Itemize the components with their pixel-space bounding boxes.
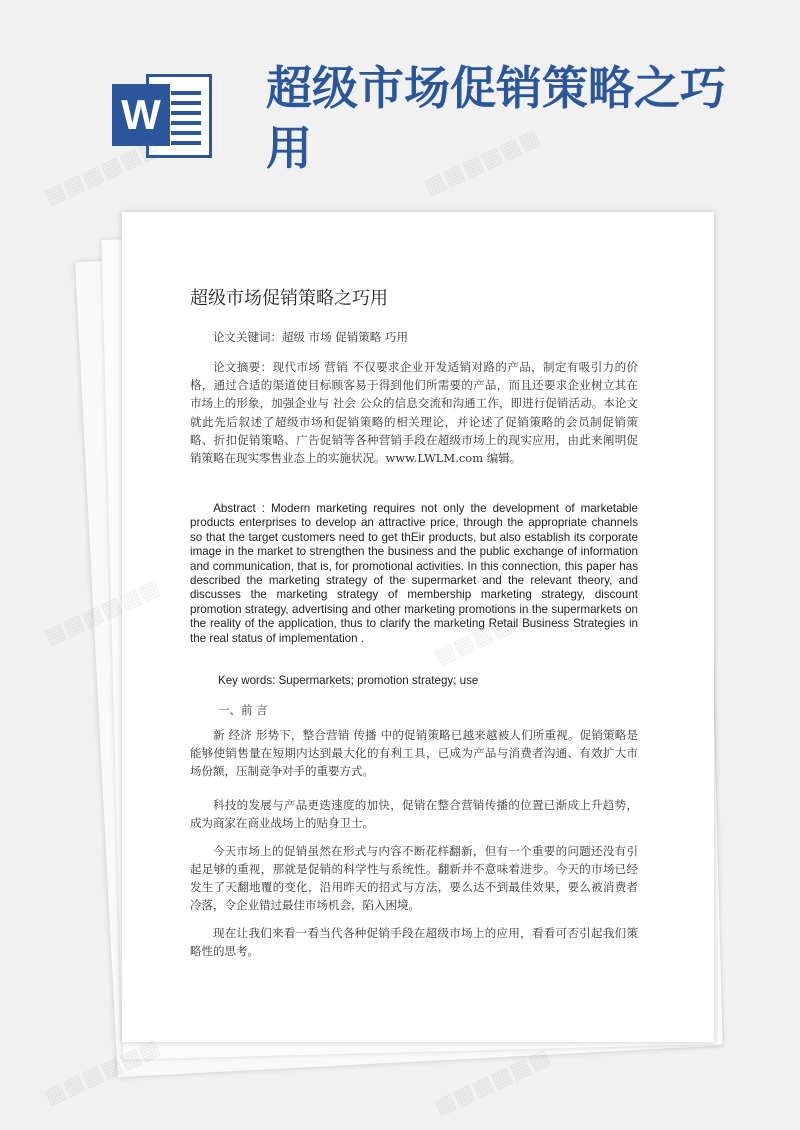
watermark: ▦▦▦▦▦▦ — [430, 1044, 555, 1121]
section-heading: 一、前 言 — [218, 703, 268, 717]
paragraph-3: 今天市场上的促销虽然在形式与内容不断花样翻新，但有一个重要的问题还没有引起足够的重视，那就是促销的科学性与系统性。翻新并不意味着进步。今天的市场已经发生了天翻地覆的变化，沿用昨天的招式与方法，要么达不到最佳效果，要么被消费者冷落，令企业错过最佳市场机会，陷入困境。 — [190, 844, 638, 912]
banner-title: 超级市场促销策略之巧用 — [266, 61, 726, 175]
abstract-en: Abstract : Modern marketing requires not only the development of marketable products enterprises to develop an attractive price, through the appropriate channels so that the target customers need to get thEir products, but also establish its corporate image in the market to strengthen the business and the public exchange of information and communication, that is, for promotional activities. In this connection, this paper has described the marketing strategy of the supermarket and the relevant theory, and discusses the marketing strategy of membership marketing strategy, discount promotion strategy, advertising and other marketing promotions in the supermarkets on the reality of the application, thus to clarify the marketing Retail Business Strategies in the real status of implementation . — [190, 502, 638, 645]
watermark: ▦▦▦▦▦▦ — [40, 1034, 165, 1111]
word-badge: W — [112, 84, 170, 146]
paragraph-2: 科技的发展与产品更迭速度的加快，促销在整合营销传播的位置已渐成上升趋势，成为商家在商业战场上的贴身卫士。 — [190, 798, 638, 830]
paragraph-1: 新 经济 形势下，整合营销 传播 中的促销策略已越来越被人们所重视。促销策略是能够使销售量在短期内达到最大化的有利工具，已成为产品与消费者沟通、有效扩大市场份额，压制竞争对手的重要方式。 — [190, 728, 638, 778]
abstract-cn: 论文摘要：现代市场 营销 不仅要求企业开发适销对路的产品，制定有吸引力的价格，通过合适的渠道使目标顾客易于得到他们所需要的产品，而且还要求企业树立其在市场上的形象，加强企业与 社会 公众的信息交流和沟通工作，即进行促销活动。本论文就此先后叙述了超级市场和促销策略的相关理论，并论述了促销策略的会员制促销策略、折扣促销策略、广告促销等各种营销手段在超级市场上的现实应用，由此来阐明促销策略在现实零售业态上的实施状况。www.LWLM.com 编辑。 — [190, 360, 638, 466]
word-icon — [112, 68, 214, 160]
document-page — [122, 212, 714, 1042]
paragraph-4: 现在让我们来看一看当代各种促销手段在超级市场上的应用，看看可否引起我们策略性的思考。 — [190, 926, 638, 958]
watermark: ▦▦▦▦▦▦ — [420, 124, 545, 201]
document-title: 超级市场促销策略之巧用 — [190, 288, 388, 309]
keywords-en: Key words: Supermarkets; promotion strategy; use — [218, 674, 479, 687]
watermark: ▦▦▦▦▦▦ — [40, 134, 165, 211]
keywords-cn: 论文关键词：超级 市场 促销策略 巧用 — [213, 330, 408, 344]
